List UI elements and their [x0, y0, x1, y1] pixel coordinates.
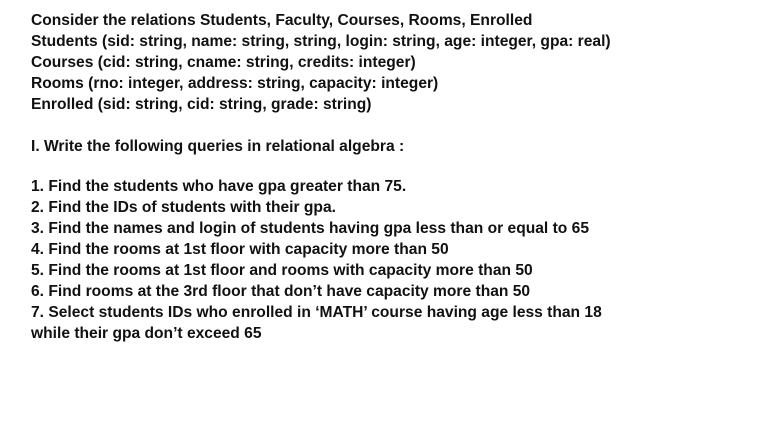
relation-courses: Courses (cid: string, cname: string, credits: integer): [31, 54, 416, 71]
relation-enrolled: Enrolled (sid: string, cid: string, grade: string): [31, 96, 372, 113]
spacer: [31, 115, 761, 136]
query-item-6: 6. Find rooms at the 3rd floor that don’t have capacity more than 50: [31, 283, 531, 300]
query-item-2: 2. Find the IDs of students with their gpa.: [31, 199, 336, 216]
query-item-5: 5. Find the rooms at 1st floor and rooms with capacity more than 50: [31, 262, 533, 279]
query-item-1: 1. Find the students who have gpa greater than 75.: [31, 178, 407, 195]
section-title: I. Write the following queries in relational algebra :: [31, 138, 405, 155]
spacer: [31, 157, 761, 176]
query-item-3: 3. Find the names and login of students having gpa less than or equal to 65: [31, 220, 589, 237]
intro-heading: Consider the relations Students, Faculty, Courses, Rooms, Enrolled: [31, 12, 533, 29]
relation-rooms: Rooms (rno: integer, address: string, capacity: integer): [31, 75, 439, 92]
query-item-7: 7. Select students IDs who enrolled in ‘MATH’ course having age less than 18: [31, 304, 602, 321]
query-item-4: 4. Find the rooms at 1st floor with capacity more than 50: [31, 241, 449, 258]
document-body: [31, 10, 761, 344]
query-item-7-continued: while their gpa don’t exceed 65: [31, 325, 262, 342]
relation-students: Students (sid: string, name: string, string, login: string, age: integer, gpa: real): [31, 33, 611, 50]
